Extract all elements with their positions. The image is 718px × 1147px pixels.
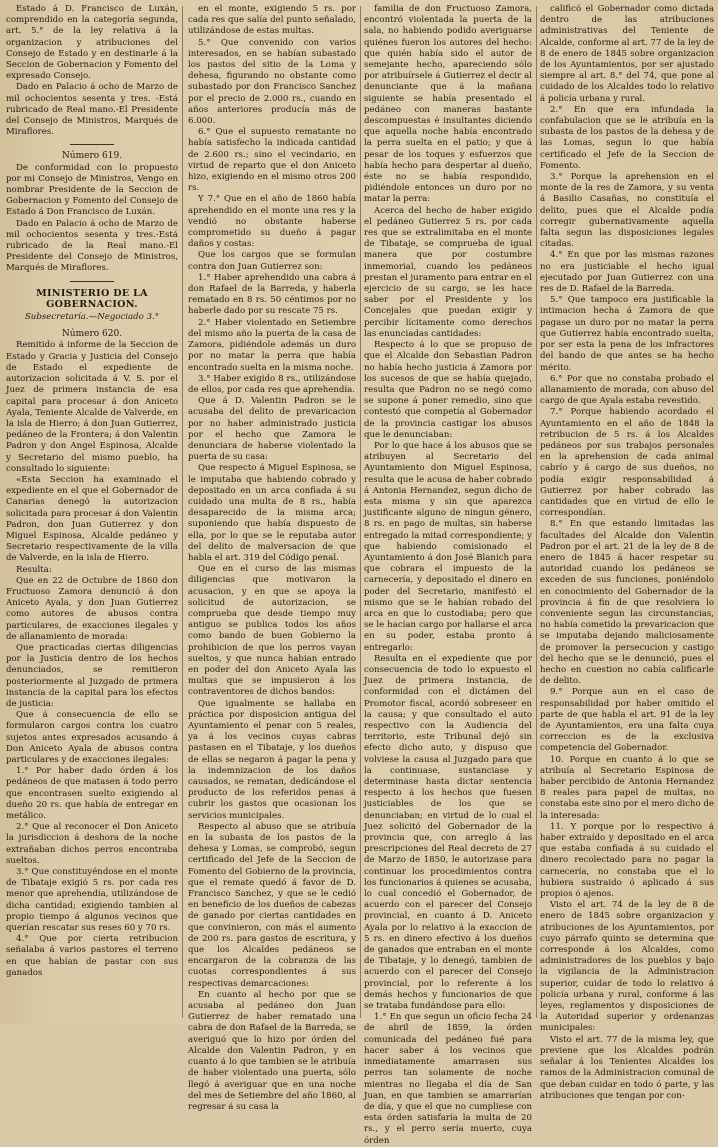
paragraph: Visto el art. 77 de la misma ley, que previene que los Alcaldes podrán señalar á los Tenientes Alcaldes los ramos de la Administracion comunal de que deban cuidar en todo ó parte, y las atribuciones que tengan por con-: [540, 1034, 714, 1101]
paragraph: 4.° Que por cierta retribucion señalaba á varios pastores el terreno en que habían de pastar con sus ganados: [6, 934, 178, 978]
paragraph: familia de don Fructuoso Zamora, encontró violentada la puerta de la sala, no habiendo podido averiguarse quiénes fueron los autores del hecho: que quién había sido el autor de semejante hecho, apareciendo sólo por atribuírsele á Gutierrez el decir al denunciante que á la mañana siguiente se había presentado el pedáneo con maneras bastante descompuestas é insultantes diciendo que aquella noche había encontrado la perra suelta en el patio; y que á pesar de los toques y esfuerzos que había hecho para despertar al dueño, éste no se había respondido, pidiéndole entonces un duro por no matar la perra:: [364, 4, 532, 205]
paragraph: 3.° Porque la aprehension en el monte de la res de Zamora, y su venta á Basilio Casañas, no constituía el delito, pues que el Alcalde podía corregir gubernativamente aquella falta segun las disposiciones legales citadas.: [540, 172, 714, 250]
ministry-heading: MINISTERIO DE LA GOBERNACION.: [36, 287, 148, 310]
paragraph: 3.° Que constituyéndose en el monte de Tibataje exigió 5 rs. por cada res menor que aprehendía, utilizándose de dicha cantidad; exigiendo tambien al propio tiempo á algunos vecinos que querían rescatar sus reses 60 y 70 rs.: [6, 867, 178, 934]
paragraph: Respecto á lo que se propuso de que el Alcalde don Sebastian Padron no había hecho justicia á Zamora por los sucesos de que se había quejado, resulta que Padron no se negó como se supone á poner remedio, sino que contestó que competía al Gobernador de la provincia castigar los abusos que le denunciaban:: [364, 340, 532, 440]
separator-rule: [70, 144, 114, 145]
paragraph: 1.° En que segun un oficio fecha 24 de abril de 1859, la órden comunicada del pedáneo fué para hacer saber á los vecinos que inmediatamente amarrasen sus perros tan solamente de noche mientras no llegaba el día de San Juan, en que tambien se amarrarían de día, y que el que no cumpliese con esta órden satisfaría la multa de 20 rs., y el perro sería muerto, cuya órden: [364, 1012, 532, 1146]
paragraph: 4.° En que por las mismas razones no era justiciable el hecho igual ejecutado por Juan Gutierrez con una res de D. Rafael de la Barreda.: [540, 250, 714, 295]
paragraph: 6.° Por que no constaba probado el allanamiento de morada, con abuso del cargo de que Ayala estaba revestido.: [540, 373, 714, 407]
column-divider: [536, 6, 537, 1018]
paragraph: Que practicadas ciertas diligencias por la Justicia dentro de los hechos denunciados, se remitieron posteriormente al Juzgado de primera instancia de la capital para los efectos de justicia:: [6, 642, 178, 709]
paragraph: Que en 22 de Octubre de 1860 don Fructuoso Zamora denunció á don Aniceto Ayala, y don Juan Gutierrez como autores de abusos contra particulares, de exacciones ilegales y de allanamiento de morada:: [6, 575, 178, 642]
paragraph: Resulta en el expediente que por consecuencia de todo lo expuesto el Juez de primera instancia, de conformidad con el dictámen del Promotor fiscal, acordó sobreseer en la causa; y que consultado el auto respectivo con la Audiencia del territorio, este Tribunal dejó sin efecto dicho auto, y dispuso que volviese la causa al Juzgado para que la continuase, sustanciase y determinase hasta dictar sentencia respecto á los hechos que fuesen justiciables de los que se denunciaban; en virtud de lo cual el Juez solicitó del Gobernador de la provincia que, con arreglo á las prescripciones del Real decreto de 27 de Marzo de 1850, le autorizase para continuar los procedimientos contra los funcionarios á quienes se acusaba, lo cual concedió el Gobernador, de acuerdo con el parecer del Consejo provincial, en cuanto á D. Aniceto Ayala por lo relativo á la exaccion de 5 rs. en dinero efectivo á los dueños de ganados que entraban en el monte de Tibataje, y lo denegó, tambien de acuerdo con el parecer del Consejo provincial, por lo referente á los demás hechos y funcionarios de que se trataba fundándose para ello:: [364, 653, 532, 1012]
paragraph: En cuanto al hecho por que se acusaba al pedáneo don Juan Gutierrez de haber rematado una cabra de don Rafael de la Barreda, se averiguó que lo hizo por órden del Alcalde don Valentin Padron, y en cuanto á lo que tambien se le atribuía de haber violentado una puerta, sólo llegó á averiguar que en una noche del mes de Setiembre del año 1860, al regresar á su casa la: [188, 989, 356, 1112]
paragraph: 5.° Que tampoco era justificable la intimacion hecha á Zamora de que pagase un duro por no matar la perra que Gutierrez había encontrado suelta, por ser esta la pena de los infractores del bando de que antes se ha hecho mérito.: [540, 295, 714, 373]
paragraph: Por lo que hace á los abusos que se atribuyen al Secretario del Ayuntamiento don Miguel Espinosa, resulta que le acusa de haber cobrado á Antonia Hernandez, segun dicho de esta misma y sin que aparezca justificante alguno de ningun género, 8 rs. en pago de multas, sin haberse entregado la mitad correspondiente; y que habiendo comisionado el Ayuntamiento á don José Blanich para que cobrara el impuesto de la carnecería, y depositado el dinero en poder del Secretario, manifestó el mismo que se le habían robado del arca en que lo custodiaba; pero que se le hacían cargo por hallarse el arca en su poder, estaba pronto á entregarlo:: [364, 440, 532, 653]
paragraph: 8.° En que estando limitadas las facultades del Alcalde don Valentin Padron por el art. 21 de la ley de 8 de enero de 1845 á hacer respetar su autoridad cuando los pedáneos se exceden de sus funciones, poniéndolo en conocimiento del Gobernador de la provincia á fin de que resolviera lo conveniente segun las circunstancias, no había cometido la prevaricacion que se imputaba dejando maliciosamente de promover la persecucion y castigo del hecho que se le denunció, pues el hecho en cuestion no cabía calificarle de delito.: [540, 519, 714, 687]
paragraph: 6.° Que el supuesto rematante no había satisfecho la indicada cantidad de 2.600 rs.; sino el vecindario, en virtud de reparto que el don Aniceto hizo, exigiendo en el mismo otros 200 rs.: [188, 127, 356, 194]
paragraph: 5.° Que convenido con varios interesados, en se habían subastado los pastos del sitio de la Loma y dehesa, figurando no obstante como subastado por don Francisco Sanchez por el precio de 2.000 rs., cuando en años anteriores producía más de 6.000.: [188, 37, 356, 127]
paragraph: Respecto al abuso que se atribuía en la subasta de los pastos de la dehesa y Lomas, se comprobó, segun certificado del Jefe de la Seccion de Fomento del Gobierno de la provincia, que el remate quedó á favor de D. Francisco Sanchez, y que se le cedió en beneficio de los dueños de cabezas de ganado por ciertas cantidades en que convinieron, con más el aumento de 200 rs. para gastos de escritura, y que los Alcaldes pedáneos se encargaron de la cobranza de las cuotas correspondientes á sus respectivas demarcaciones:: [188, 821, 356, 989]
paragraph: «Esta Seccion ha examinado el expediente en el que el Gobernador de Canarias denegó la autorizacion solicitada para procesar á don Valentin Padron, don Juan Gutierrez y don Miguel Espinosa, Alcalde pedáneo y Secretario respectivamente de la villa de Valverde, en la isla de Hierro.: [6, 474, 178, 564]
paragraph: 11. Y porque por lo respectivo á haber extraído y depositado en el arca que estaba confiada á su cuidado el dinero recolectado para no pagar la carnecería, no constaba que el lo hubiera sustraido ó aplicado á sus propios ó ajenos.: [540, 821, 714, 900]
paragraph: Remitido á informe de la Seccion de Estado y Gracia y Justicia del Consejo de Estado el expediente de autorizacion solicitada á V. S. por el Juez de primera instancia de esa capital para procesar á don Aniceto Ayala, Teniente Alcalde de Valverde, en la isla de Hierro; á don Juan Gutierrez, pedáneo de la Frontera; á don Valentin Padron y don Angel Espinosa, Alcalde y Secretario del mismo pueblo, ha consultado lo siguiente:: [6, 340, 178, 474]
subsection-heading: Subsecretaría.—Negociado 3.°: [24, 312, 160, 323]
paragraph: 1.° Haber aprehendido una cabra á don Rafael de la Barreda, y haberla rematado en 8 rs. 50 céntimos por no haberle dado por su rescate 75 rs.: [188, 272, 356, 317]
decree-number: Número 620.: [61, 329, 123, 340]
paragraph: 10. Porque en cuanto á lo que se atribuía al Secretario Espinosa de haber percibido de Antonia Hernandez 8 reales para papel de multas, no constaba este sino por el mero dicho de la interesada:: [540, 754, 714, 821]
paragraph: Y 7.° Que en el año de 1860 había aprehendido en el monte una res y la vendió no obstante haberse comprometido su dueño á pagar daños y costas:: [188, 194, 356, 250]
paragraph: Que á D. Valentin Padron se le acusaba del delito de prevaricacion por no haber administrado justicia por el hecho que Zamora le denunciara de haberse violentado la puerta de su casa:: [188, 396, 356, 463]
column-divider: [360, 6, 361, 1018]
paragraph: Resulta:: [16, 564, 52, 575]
paragraph: Estado á D. Francisco de Luxán, comprendido en la categoría segunda, art. 5.° de la ley relativa á la organizacion y atribuciones del Consejo de Estado y en destinarle á la Seccion de Gobernacion y Fomento del expresado Consejo.: [6, 4, 178, 82]
paragraph: 3.° Haber exigido 8 rs., utilizándose de ellos, por cada res que aprehendía.: [188, 373, 356, 395]
paragraph: Dado en Palacio á ocho de Marzo de mil ochocientos sesenta y tres. -Está rubricado de Real mano.-El Presidente del Consejo de Ministros, Marqués de Miraflores.: [6, 82, 178, 138]
paragraph: Que igualmente se hallaba en práctica por disposicion antigua del Ayuntamiento el penar con 5 reales, ya á los vecinos cuyas cabras pastasen en el Tibataje, y los dueños de ellas se negaron á pagar la pena y la indemnizacion de los daños causados, se rematan, dedicándose el producto de los referidos penas á cubrir los gastos que ocasionan los servicios municipales.: [188, 698, 356, 821]
paragraph: calificó el Gobernador como dictada dentro de las atribuciones administrativas del Teniente de Alcalde, conforme al art. 77 de la ley de 8 de enero de 1845 sobre organizacion de los Ayuntamientos, por ser ajustado siempre al art. 8.° del 74, que pone al cuidado de los Alcaldes todo lo relativo á policía urbana y rural.: [540, 4, 714, 104]
paragraph: 1.° Por haber dado órden á los pedáneos de que matasen á todo perro que encontrasen suelto exigiendo al dueño 20 rs. que había de entregar en metálico.: [6, 766, 178, 822]
paragraph: en el monte, exigiendo 5 rs. por cada res que salía del punto señalado, utilizándose de estas multas.: [188, 4, 356, 37]
paragraph: De conformidad con lo propuesto por mi Consejo de Ministros, Vengo en nombrar Presidente de la Seccion de Gobernacion y Fomento del Consejo de Estado á Don Francisco de Luxán.: [6, 162, 178, 218]
column-1: [6, 4, 178, 1020]
column-4: [540, 4, 714, 1101]
paragraph: Que los cargos que se formulan contra don Juan Gutierrez son:: [188, 250, 356, 272]
column-divider: [182, 6, 183, 1018]
paragraph: 2.° Haber violentado en Setiembre del mismo año la puerta de la casa de Zamora, pidiéndole además un duro por no matar la perra que había encontrado suelta en la misma noche.: [188, 317, 356, 373]
paragraph: Dado en Palacio á ocho de Marzo de mil ochocientos sesenta y tres.-Está rubricado de la Real mano.-El Presidente del Consejo de Ministros, Marqués de Miraflores.: [6, 218, 178, 274]
separator-rule: [70, 281, 114, 282]
paragraph: Visto el art. 74 de la ley de 8 de enero de 1845 sobre organizacion y atribuciones de los Ayuntamientos, por cuyo párrafo quinto se determina que corresponde á los Alcaldes, como administradores de los pueblos y bajo la vigilancia de la Administracion superior, cuidar de todo lo relativo á policía urbana y rural, conforme á las leyes, reglamentos y disposiciones de la Autoridad superior y ordenanzas municipales:: [540, 900, 714, 1034]
paragraph: Que respecto á Miguel Espinosa, se le imputaba que habiendo cobrado y depositado en un arca confiada á su cuidado una multa de 8 rs., había desaparecido de la misma arca; suponiendo que había dispuesto de ella, por lo que se le reputaba autor del delito de malversacion de que habla el art. 319 del Código penal.: [188, 463, 356, 563]
paragraph: 2.° Que al reconocer el Don Aniceto la jurisdiccion á deshora de la noche extrañaban dichos perros encontraba sueltos.: [6, 822, 178, 866]
decree-number: Número 619.: [61, 151, 123, 162]
paragraph: Acerca del hecho de haber exigido el pedáneo Gutierrez 5 rs. por cada res que se extralimitaba en el monte de Tibataje, se comprueba de igual manera que por costumbre inmemorial, cuando los pedáneos prestan el juramento para entrar en el ejercicio de su cargo, se les hace saber por el Presidente y los Concejales que puedan exigir y percibir lícitamente como derechos las enunciadas cantidades:: [364, 205, 532, 339]
paragraph: 2.° En que era infundada la confabulacion que se le atribuía en la subasta de los pastos de la dehesa y de las Lomas, segun lo que había certificado el Jefe de la Seccion de Fomento.: [540, 104, 714, 171]
column-2: [188, 4, 356, 1112]
paragraph: 7.° Porque habiendo acordado el Ayuntamiento en el año de 1848 la retribucion de 5 rs. á los Alcaldes pedáneos por sus trabajos personales en la aprehension de cada animal cabrío y á cargo de sus dueños, no podía exigir responsabilidad á Gutierrez por haber cobrado las cantidades que en virtud de ello le correspondían.: [540, 407, 714, 519]
column-3: [364, 4, 532, 1146]
paragraph: Que á consecuencia de ello se formularon cargos contra los cuatro sujetos antes expresados acusando á Don Aniceto Ayala de abusos contra particulares y de exacciones ilegales:: [6, 710, 178, 765]
paragraph: Que en el curso de las mismas diligencias que motivaron la acusacion, y en que se apoya la solicitud de autorizacion, se comprueba que desde tiempo muy antiguo se publica todos los años como bando de buen Gobierno la prohibicion de que los perros vayan sueltos, y que nunca habian entrado en poder del don Aniceto Ayala las multas que se impusieron á los contraventores de dichos bandos:: [188, 564, 356, 698]
paragraph: 9.° Porque aun en el caso de responsabilidad por haber omitido el parte de que habla el art. 91 de la ley de Ayuntamientos, era una falta cuya correccion es de la exclusiva competencia del Gobernador.: [540, 687, 714, 754]
